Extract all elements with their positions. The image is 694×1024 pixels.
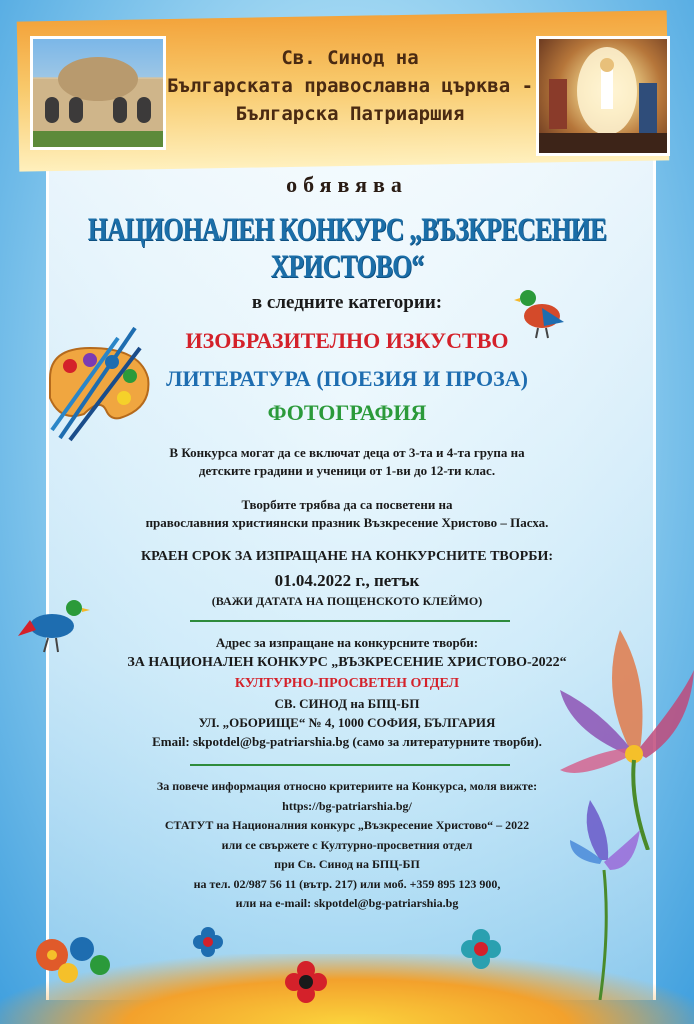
website-link[interactable]: https://bg-patriarshia.bg/ [282, 798, 412, 813]
address-department: КУЛТУРНО-ПРОСВЕТЕН ОТДЕЛ [234, 676, 460, 691]
info-line-3: СТАТУТ на Националния конкурс „Възкресение Христово“ – 2022 [164, 818, 530, 832]
divider [190, 620, 510, 622]
contest-title: НАЦИОНАЛЕН КОНКУРС „ВЪЗКРЕСЕНИЕ ХРИСТОВО“ [87, 212, 607, 285]
divider [190, 764, 510, 766]
participants-line-2: детските градини и ученици от 1-ви до 12-ти клас. [198, 463, 496, 478]
deadline-date: 01.04.2022 г., петък [274, 571, 420, 590]
header-line-2: Българската православна църква - [166, 75, 534, 97]
category-photography: ФОТОГРАФИЯ [267, 400, 427, 425]
info-line-5: при Св. Синод на БПЦ-БП [274, 857, 420, 871]
address-email: Email: skpotdel@bg-patriarshia.bg (само за литературните творби). [152, 734, 542, 749]
more-info-block [0, 777, 694, 914]
deadline-note: (ВАЖИ ДАТАТА НА ПОЩЕНСКОТО КЛЕЙМО) [211, 594, 483, 608]
participants-line-1: В Конкурса могат да се включат деца от 3-та и 4-та група на [169, 445, 525, 460]
info-line-1: За повече информация относно критериите на Конкурса, моля вижте: [156, 779, 538, 793]
teal-flower-icon [460, 928, 502, 970]
participants-text [0, 444, 694, 480]
header-title [165, 44, 535, 128]
red-flower-icon [284, 960, 328, 1004]
header-line-1: Св. Синод на [281, 47, 419, 69]
dedication-line-2: православния християнски празник Възкресение Христово – Пасха. [145, 515, 549, 530]
cathedral-photo [30, 36, 166, 150]
info-line-7: или на e-mail: skpotdel@bg-patriarshia.bg [235, 896, 459, 910]
address-for: ЗА НАЦИОНАЛЕН КОНКУРС „ВЪЗКРЕСЕНИЕ ХРИСТОВО-2022“ [127, 655, 567, 670]
flower-bouquet-icon [22, 925, 122, 1005]
announce-text: обявява [286, 172, 408, 197]
header-line-3: Българска Патриаршия [235, 103, 465, 125]
category-literature: ЛИТЕРАТУРА (ПОЕЗИЯ И ПРОЗА) [166, 366, 528, 391]
dedication-text [0, 496, 694, 532]
categories-intro: в следните категории: [251, 292, 443, 313]
dedication-line-1: Творбите трябва да са посветени на [241, 497, 453, 512]
resurrection-icon-image [536, 36, 670, 156]
info-line-6: на тел. 02/987 56 11 (вътр. 217) или моб. +359 895 123 900, [193, 876, 501, 891]
address-organization: СВ. СИНОД на БПЦ-БП [274, 696, 420, 711]
deadline-heading: КРАЕН СРОК ЗА ИЗПРАЩАНЕ НА КОНКУРСНИТЕ ТВОРБИ: [140, 549, 554, 564]
info-line-4: или се свържете с Културно-просветния отдел [221, 837, 473, 852]
address-intro: Адрес за изпращане на конкурсните творби: [215, 635, 479, 650]
blue-flower-icon [192, 926, 224, 958]
address-street: УЛ. „ОБОРИЩЕ“ № 4, 1000 СОФИЯ, БЪЛГАРИЯ [198, 715, 496, 730]
category-fine-arts: ИЗОБРАЗИТЕЛНО ИЗКУСТВО [185, 328, 509, 353]
